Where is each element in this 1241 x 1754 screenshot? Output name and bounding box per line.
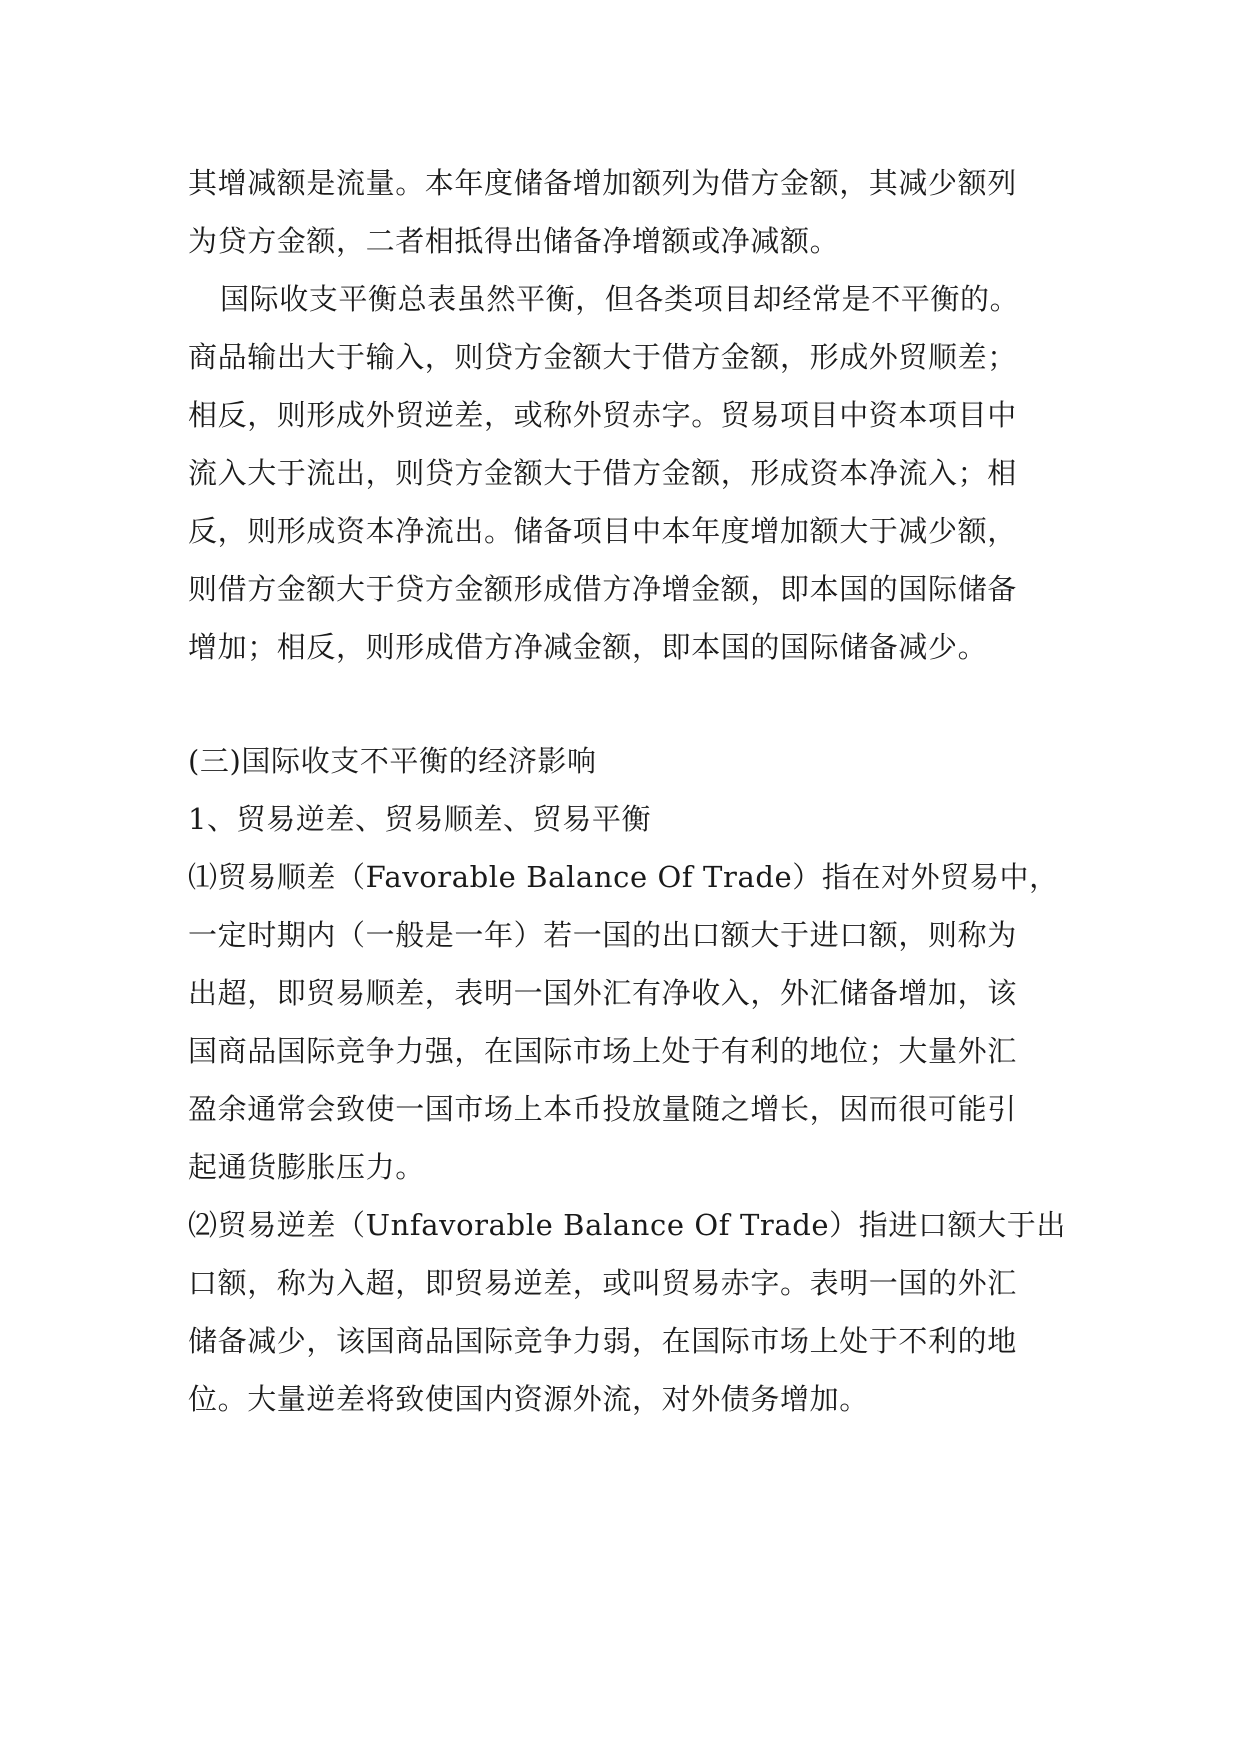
paragraph-line: 出超，即贸易顺差，表明一国外汇有净收入，外汇储备增加，该 (188, 976, 1017, 1010)
paragraph-line: ⑴贸易顺差（Favorable Balance Of Trade）指在对外贸易中， (188, 860, 1059, 894)
paragraph-line: 起通货膨胀压力。 (188, 1150, 425, 1184)
paragraph-line: 盈余通常会致使一国市场上本币投放量随之增长，因而很可能引 (188, 1092, 1017, 1126)
subsection-heading: 1、贸易逆差、贸易顺差、贸易平衡 (188, 802, 652, 836)
paragraph-line: 位。大量逆差将致使国内资源外流，对外债务增加。 (188, 1382, 869, 1416)
paragraph-line: 增加；相反，则形成借方净减金额，即本国的国际储备减少。 (188, 630, 988, 664)
paragraph-line: 则借方金额大于贷方金额形成借方净增金额，即本国的国际储备 (188, 572, 1017, 606)
paragraph-line: 一定时期内（一般是一年）若一国的出口额大于进口额，则称为 (188, 918, 1017, 952)
paragraph-line: 国际收支平衡总表虽然平衡，但各类项目却经常是不平衡的。 (220, 282, 1020, 316)
paragraph-line: 其增减额是流量。本年度储备增加额列为借方金额，其减少额列 (188, 166, 1017, 200)
paragraph-line: 反，则形成资本净流出。储备项目中本年度增加额大于减少额， (188, 514, 1017, 548)
paragraph-line: 国商品国际竞争力强，在国际市场上处于有利的地位；大量外汇 (188, 1034, 1017, 1068)
paragraph-line: 口额，称为入超，即贸易逆差，或叫贸易赤字。表明一国的外汇 (188, 1266, 1017, 1300)
paragraph-line: 商品输出大于输入，则贷方金额大于借方金额，形成外贸顺差； (188, 340, 1017, 374)
paragraph-line: 储备减少，该国商品国际竞争力弱，在国际市场上处于不利的地 (188, 1324, 1017, 1358)
paragraph-line: 流入大于流出，则贷方金额大于借方金额，形成资本净流入；相 (188, 456, 1017, 490)
paragraph-line: 为贷方金额，二者相抵得出储备净增额或净减额。 (188, 224, 840, 258)
paragraph-line: 相反，则形成外贸逆差，或称外贸赤字。贸易项目中资本项目中 (188, 398, 1017, 432)
section-heading: (三)国际收支不平衡的经济影响 (188, 744, 597, 778)
paragraph-line: ⑵贸易逆差（Unfavorable Balance Of Trade）指进口额大于出 (188, 1208, 1066, 1242)
